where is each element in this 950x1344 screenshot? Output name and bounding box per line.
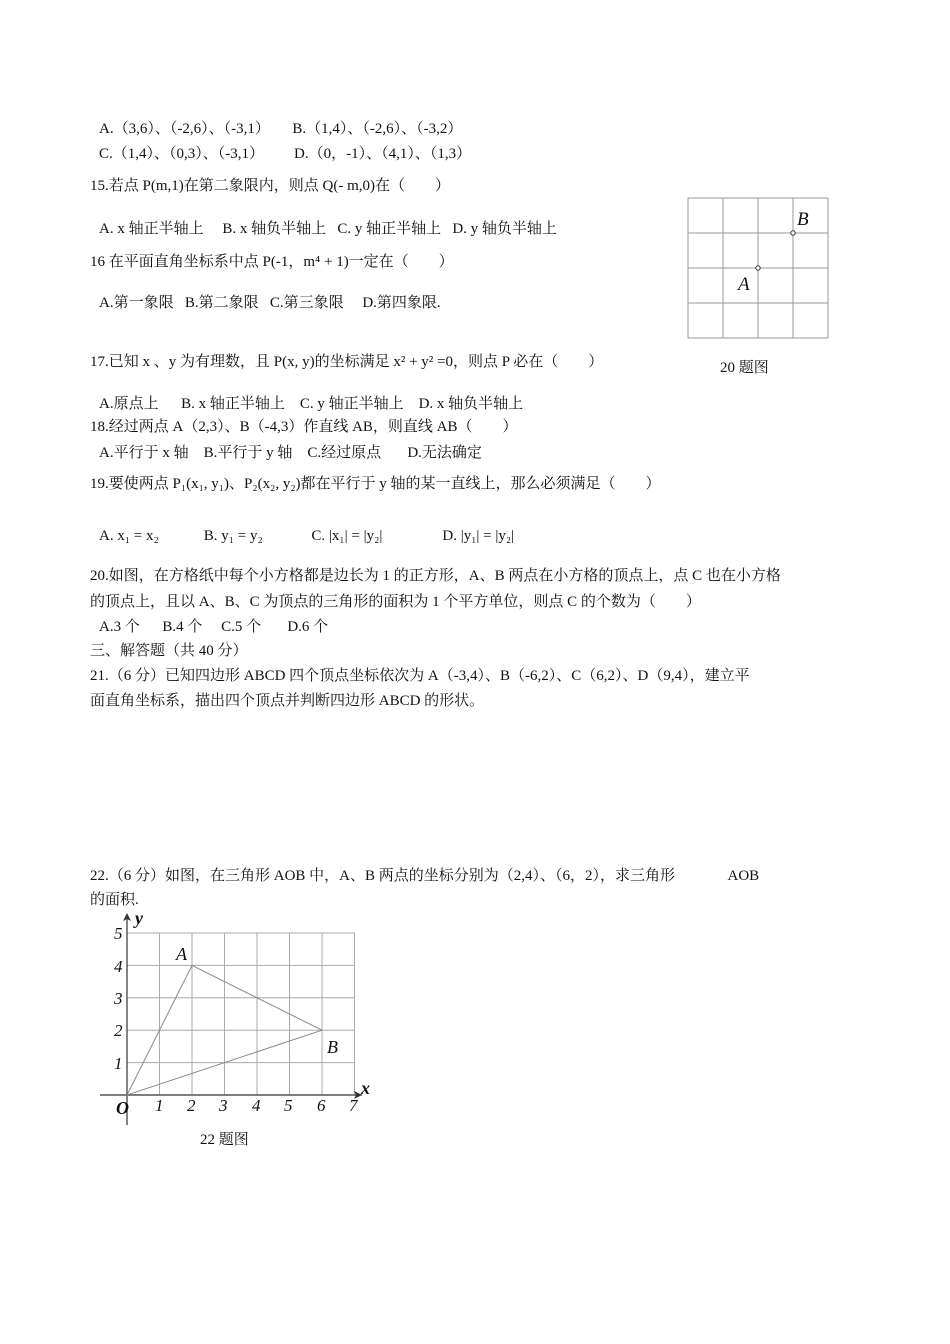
q21-stem-line2: 面直角坐标系，描出四个顶点并判断四边形 ABCD 的形状。: [90, 693, 485, 709]
q17-options: A.原点上 B. x 轴正半轴上 C. y 轴正半轴上 D. x 轴负半轴上: [99, 396, 524, 412]
x-tick: 1: [155, 1096, 164, 1115]
y-axis-label: y: [135, 908, 143, 928]
q17-stem: 17.已知 x 、y 为有理数，且 P(x, y)的坐标满足 x² + y² =0，则点 P 必在（ ）: [90, 354, 604, 370]
q16-options: A.第一象限 B.第二象限 C.第三象限 D.第四象限.: [99, 295, 441, 311]
q22-stem-line1: 22.（6 分）如图，在三角形 AOB 中，A、B 两点的坐标分别为（2,4）、（6，2），求三角形 AOB: [90, 868, 760, 884]
figure-22-caption: 22 题图: [200, 1132, 249, 1148]
x-tick: 6: [317, 1096, 326, 1115]
y-tick: 2: [114, 1021, 123, 1040]
x-tick: 2: [187, 1096, 196, 1115]
x-axis-label: x: [361, 1078, 370, 1098]
vertex-b-label: B: [327, 1037, 338, 1057]
x-tick: 3: [219, 1096, 228, 1115]
y-tick: 3: [114, 989, 123, 1008]
q16-stem: 16 在平面直角坐标系中点 P(-1，m⁴ + 1)一定在（ ）: [90, 254, 454, 270]
section-heading: 三、解答题（共 40 分）: [90, 643, 248, 659]
q18-stem: 18.经过两点 A（2,3）、B（-4,3）作直线 AB，则直线 AB（ ）: [90, 419, 518, 435]
q21-stem-line1: 21.（6 分）已知四边形 ABCD 四个顶点坐标依次为 A（-3,4）、B（-6,2）、C（6,2）、D（9,4），建立平: [90, 668, 750, 684]
q20-options: A.3 个 B.4 个 C.5 个 D.6 个: [99, 619, 329, 635]
label-a: A: [738, 274, 750, 295]
vertex-a-label: A: [176, 944, 187, 964]
y-tick: 5: [114, 924, 123, 943]
label-b: B: [797, 209, 809, 230]
x-tick: 7: [349, 1096, 358, 1115]
q14-options-cd: C.（1,4）、（0,3）、（-3,1） D.（0，-1）、（4,1）、（1,3）: [99, 146, 472, 162]
y-tick: 1: [114, 1054, 123, 1073]
q19-options: A. x₁ = x₂ B. y₁ = y₂ C. |x₁| = |y₂| D. |y₁| = |y₂|: [99, 528, 515, 544]
q15-stem: 15.若点 P(m,1)在第二象限内，则点 Q(- m,0)在（ ）: [90, 178, 450, 194]
q18-options: A.平行于 x 轴 B.平行于 y 轴 C.经过原点 D.无法确定: [99, 445, 482, 461]
figure-20-caption: 20 题图: [720, 360, 769, 376]
q20-stem-line1: 20.如图，在方格纸中每个小方格都是边长为 1 的正方形，A、B 两点在小方格的顶点上，点 C 也在小方格: [90, 568, 781, 584]
x-tick: 4: [252, 1096, 261, 1115]
origin-label: O: [116, 1098, 129, 1118]
q19-stem: 19.要使两点 P₁(x₁, y₁)、P₂(x₂, y₂)都在平行于 y 轴的某一直线上，那么必须满足（ ）: [90, 476, 661, 492]
q14-options-ab: A.（3,6）、（-2,6）、（-3,1） B.（1,4）、（-2,6）、（-3,2）: [99, 121, 463, 137]
q20-stem-line2: 的顶点上，且以 A、B、C 为顶点的三角形的面积为 1 个平方单位，则点 C 的个数为（ ）: [90, 594, 701, 610]
q15-options: A. x 轴正半轴上 B. x 轴负半轴上 C. y 轴正半轴上 D. y 轴负半轴上: [99, 221, 557, 237]
x-tick: 5: [284, 1096, 293, 1115]
q22-stem-line2: 的面积.: [90, 892, 139, 908]
y-tick: 4: [114, 957, 123, 976]
